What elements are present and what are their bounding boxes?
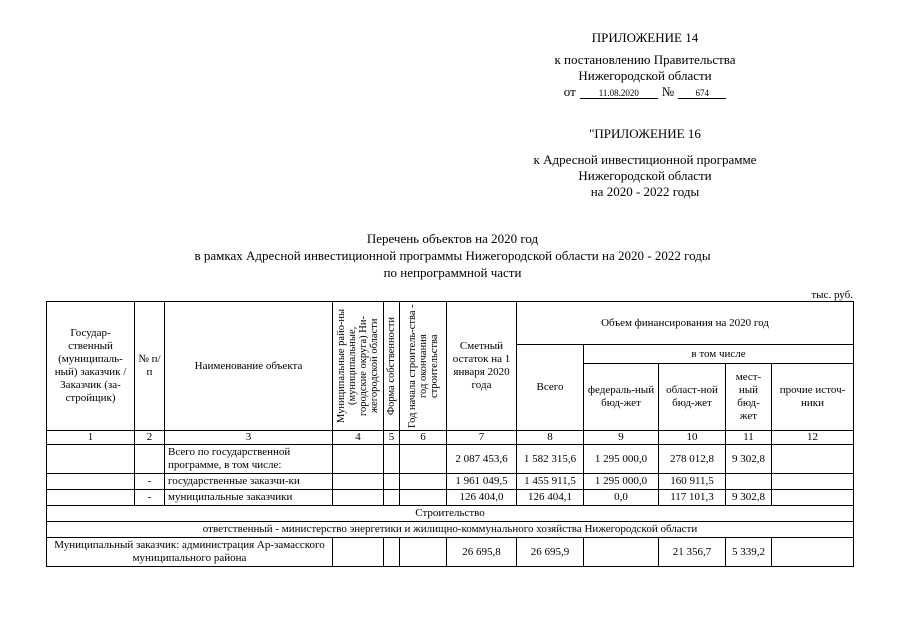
cell-object: муниципальные заказчики bbox=[165, 490, 333, 506]
cell-num: - bbox=[135, 474, 165, 490]
cell-estimate: 1 961 049,5 bbox=[447, 474, 517, 490]
header-customer: Государ-ственный (муниципаль-ный) заказчик / Заказчик (за-стройщик) bbox=[47, 302, 135, 431]
table-row-total bbox=[47, 445, 854, 474]
cell-regional: 278 012,8 bbox=[659, 445, 726, 474]
cell-other bbox=[772, 474, 854, 490]
cell-customer bbox=[47, 445, 135, 474]
appendix-16-title: "ПРИЛОЖЕНИЕ 16 bbox=[589, 126, 701, 141]
header-district-cell bbox=[333, 302, 384, 431]
from-label: от bbox=[563, 84, 576, 99]
cell-total: 126 404,1 bbox=[517, 490, 584, 506]
cell-estimate: 126 404,0 bbox=[447, 490, 517, 506]
cell-other bbox=[772, 538, 854, 567]
column-number: 6 bbox=[400, 431, 447, 445]
header-years-cell bbox=[400, 302, 447, 431]
header-years: Год начала строитель-ства - год окончания строительства bbox=[406, 304, 440, 428]
header-district: Муниципальные райо-ны (муниципальные, городские округа) Ни-жегородской области bbox=[336, 308, 380, 424]
column-number: 9 bbox=[584, 431, 659, 445]
header-regional: област-ной бюд-жет bbox=[659, 364, 726, 431]
cell-ownership bbox=[384, 474, 400, 490]
cell-regional: 21 356,7 bbox=[659, 538, 726, 567]
cell-regional: 160 911,5 bbox=[659, 474, 726, 490]
cell-total: 26 695,9 bbox=[517, 538, 584, 567]
section-title: Строительство bbox=[47, 506, 854, 522]
header-num: № п/п bbox=[135, 302, 165, 431]
cell-district bbox=[333, 474, 384, 490]
cell-total: 1 582 315,6 bbox=[517, 445, 584, 474]
appendix-14-line2: Нижегородской области bbox=[578, 68, 712, 83]
column-number: 1 bbox=[47, 431, 135, 445]
objects-table bbox=[46, 301, 854, 567]
cell-total: 1 455 911,5 bbox=[517, 474, 584, 490]
cell-customer bbox=[47, 490, 135, 506]
cell-district bbox=[333, 490, 384, 506]
cell-district bbox=[333, 445, 384, 474]
cell-federal: 1 295 000,0 bbox=[584, 445, 659, 474]
cell-other bbox=[772, 445, 854, 474]
cell-local bbox=[726, 474, 772, 490]
document-title-line1: Перечень объектов на 2020 год bbox=[366, 231, 539, 246]
responsible-row bbox=[47, 522, 854, 538]
appendix-14-title: ПРИЛОЖЕНИЕ 14 bbox=[591, 30, 699, 45]
header-total: Всего bbox=[517, 345, 584, 431]
cell-num: - bbox=[135, 490, 165, 506]
table-row-municipal-customers bbox=[47, 490, 854, 506]
appendix-16-line3: на 2020 - 2022 годы bbox=[590, 184, 700, 199]
units-label: тыс. руб. bbox=[811, 289, 853, 301]
cell-ownership bbox=[384, 538, 400, 567]
header-ownership: Форма собственности bbox=[386, 316, 397, 416]
header-estimate: Сметный остаток на 1 января 2020 года bbox=[447, 302, 517, 431]
number-label: № bbox=[661, 84, 675, 99]
decree-date-line bbox=[520, 84, 770, 100]
header-including: в том числе bbox=[584, 345, 854, 364]
column-number: 5 bbox=[384, 431, 400, 445]
column-number: 2 bbox=[135, 431, 165, 445]
appendix-16-line1: к Адресной инвестиционной программе bbox=[533, 152, 757, 167]
document-title bbox=[100, 230, 805, 281]
appendix-16-line2: Нижегородской области bbox=[578, 168, 712, 183]
cell-object: Всего по государственной программе, в том числе: bbox=[165, 445, 333, 474]
cell-district bbox=[333, 538, 384, 567]
cell-estimate: 2 087 453,6 bbox=[447, 445, 517, 474]
cell-regional: 117 101,3 bbox=[659, 490, 726, 506]
column-number: 11 bbox=[726, 431, 772, 445]
decree-date: 11.08.2020 bbox=[580, 88, 658, 99]
column-number-row bbox=[47, 431, 854, 445]
header-funding: Объем финансирования на 2020 год bbox=[517, 302, 854, 345]
header-ownership-cell bbox=[384, 302, 400, 431]
cell-ownership bbox=[384, 490, 400, 506]
table-row-municipal-customer bbox=[47, 538, 854, 567]
section-row bbox=[47, 506, 854, 522]
cell-num bbox=[135, 445, 165, 474]
cell-municipal-customer: Муниципальный заказчик: администрация Ар-замасского муниципального района bbox=[47, 538, 333, 567]
cell-other bbox=[772, 490, 854, 506]
column-number: 3 bbox=[165, 431, 333, 445]
responsible-ministry: ответственный - министерство энергетики и жилищно-коммунального хозяйства Нижегородской области bbox=[47, 522, 854, 538]
decree-number: 674 bbox=[678, 88, 726, 99]
cell-local: 5 339,2 bbox=[726, 538, 772, 567]
document-title-line2: в рамках Адресной инвестиционной программы Нижегородской области на 2020 - 2022 годы bbox=[194, 248, 711, 263]
table-row-state-customers bbox=[47, 474, 854, 490]
column-number: 4 bbox=[333, 431, 384, 445]
cell-object: государственные заказчи-ки bbox=[165, 474, 333, 490]
cell-years bbox=[400, 474, 447, 490]
header-object: Наименование объекта bbox=[165, 302, 333, 431]
column-number: 8 bbox=[517, 431, 584, 445]
cell-local: 9 302,8 bbox=[726, 490, 772, 506]
cell-federal bbox=[584, 538, 659, 567]
cell-ownership bbox=[384, 445, 400, 474]
cell-years bbox=[400, 445, 447, 474]
header-other: прочие источ-ники bbox=[772, 364, 854, 431]
column-number: 12 bbox=[772, 431, 854, 445]
cell-years bbox=[400, 538, 447, 567]
header-federal: федераль-ный бюд-жет bbox=[584, 364, 659, 431]
header-local: мест-ный бюд-жет bbox=[726, 364, 772, 431]
column-number: 10 bbox=[659, 431, 726, 445]
appendix-14-block bbox=[520, 30, 770, 100]
cell-federal: 1 295 000,0 bbox=[584, 474, 659, 490]
column-number: 7 bbox=[447, 431, 517, 445]
cell-federal: 0,0 bbox=[584, 490, 659, 506]
appendix-14-line1: к постановлению Правительства bbox=[554, 52, 736, 67]
cell-customer bbox=[47, 474, 135, 490]
appendix-16-block bbox=[520, 126, 770, 200]
cell-estimate: 26 695,8 bbox=[447, 538, 517, 567]
document-title-line3: по непрограммной части bbox=[383, 265, 522, 280]
cell-local: 9 302,8 bbox=[726, 445, 772, 474]
cell-years bbox=[400, 490, 447, 506]
